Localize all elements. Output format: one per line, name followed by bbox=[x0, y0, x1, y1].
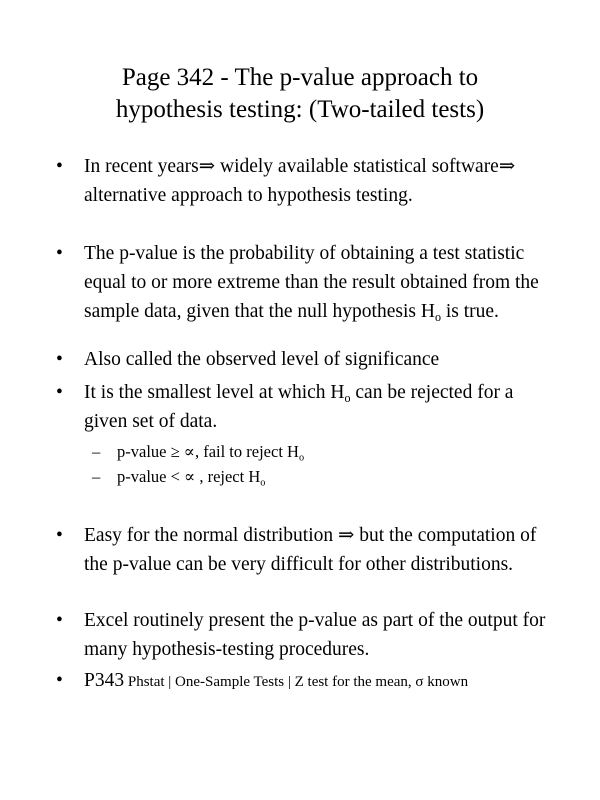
list-item-smallest-level bbox=[84, 378, 552, 436]
text: Easy for the normal distribution bbox=[84, 525, 338, 546]
arrow-icon: ⇒ bbox=[338, 525, 355, 546]
bullet-icon: • bbox=[56, 525, 63, 546]
text-small: Phstat | One-Sample Tests | Z test for the mean, σ known bbox=[124, 674, 469, 690]
dash-icon: – bbox=[92, 467, 101, 486]
subscript: o bbox=[260, 477, 266, 489]
list-item-excel: Excel routinely present the p-value as part of the output for many hypothesis-testing procedures. bbox=[84, 610, 546, 660]
text: alternative approach to hypothesis testing. bbox=[84, 185, 413, 206]
text: p-value ≥ ∝, fail to reject H bbox=[117, 442, 299, 461]
text: P343 bbox=[84, 670, 125, 691]
text: It is the smallest level at which H bbox=[84, 382, 345, 403]
bullet-icon: • bbox=[56, 670, 63, 691]
arrow-icon: ⇒ bbox=[198, 156, 216, 177]
subscript: o bbox=[298, 452, 305, 464]
text: can be rejected for a given set of data. bbox=[84, 382, 514, 432]
text: p-value < ∝ , reject H bbox=[117, 467, 261, 486]
sub-item-fail-to-reject bbox=[117, 441, 537, 463]
bullet-icon: • bbox=[56, 156, 63, 177]
dash-icon: – bbox=[92, 442, 101, 461]
page-title bbox=[60, 62, 540, 126]
bullet-icon: • bbox=[56, 243, 63, 264]
text: but the computation of the p-value can be very difficult for other distributions. bbox=[84, 525, 537, 575]
list-item-recent-years bbox=[84, 152, 552, 210]
text: is true. bbox=[440, 301, 499, 322]
text: The p-value is the probability of obtaining a test statistic equal to or more extreme than the result obtained from the sample data, given that the null hypothesis H bbox=[84, 243, 539, 322]
title-line-1: Page 342 - The p-value approach to bbox=[121, 64, 479, 91]
bullet-icon: • bbox=[56, 610, 63, 631]
text: In recent years bbox=[84, 156, 199, 177]
subscript: o bbox=[434, 309, 441, 324]
list-item-normal-distribution bbox=[84, 521, 552, 579]
subscript: o bbox=[344, 390, 351, 405]
list-item-p343 bbox=[84, 666, 552, 697]
title-line-2: hypothesis testing: (Two-tailed tests) bbox=[115, 96, 485, 123]
list-item-p-value-definition bbox=[84, 239, 552, 326]
bullet-icon: • bbox=[56, 349, 63, 370]
bullet-icon: • bbox=[56, 382, 63, 403]
list-item-observed-level: Also called the observed level of significance bbox=[84, 349, 440, 370]
text: widely available statistical software bbox=[215, 156, 499, 177]
arrow-icon: ⇒ bbox=[498, 156, 516, 177]
sub-item-reject bbox=[117, 466, 537, 488]
